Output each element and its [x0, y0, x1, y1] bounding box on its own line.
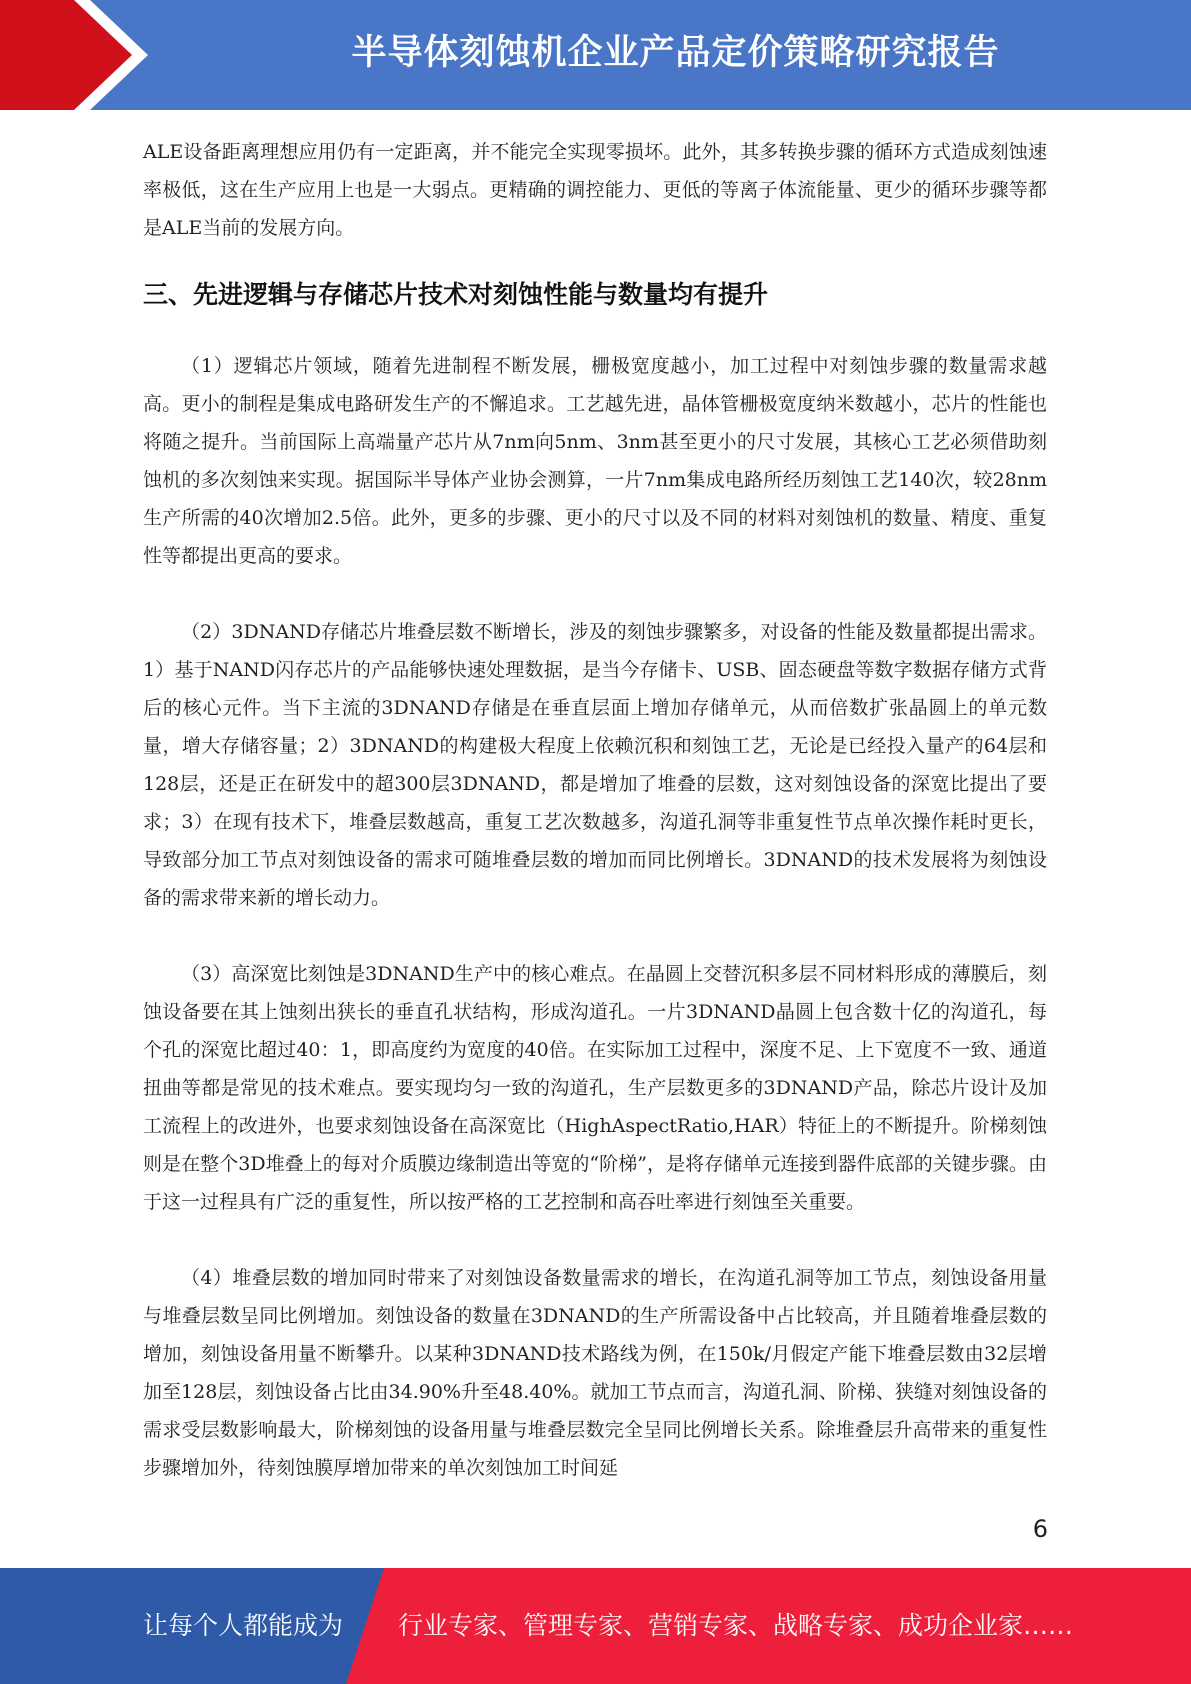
footer-slogan-right: 行业专家、管理专家、营销专家、战略专家、成功企业家…… — [398, 1611, 1074, 1640]
paragraph-spacer — [143, 917, 1047, 955]
header-red-arrow — [0, 0, 132, 110]
paragraph-spacer — [143, 575, 1047, 613]
report-title: 半导体刻蚀机企业产品定价策略研究报告 — [351, 33, 1000, 73]
page-header — [0, 0, 1191, 110]
page-body — [143, 133, 1047, 1487]
paragraph-4: （4）堆叠层数的增加同时带来了对刻蚀设备数量需求的增长，在沟道孔洞等加工节点，刻蚀设备用量与堆叠层数呈同比例增加。刻蚀设备的数量在3DNAND的生产所需设备中占比较高，并且随着堆叠层数的增加，刻蚀设备用量不断攀升。以某种3DNAND技术路线为例，在150k/月假定产能下堆叠层数由32层增加至128层，刻蚀设备占比由34.90%升至48.40%。就加工节点而言，沟道孔洞、阶梯、狭缝对刻蚀设备的需求受层数影响最大，阶梯刻蚀的设备用量与堆叠层数完全呈同比例增长关系。除堆叠层升高带来的重复性步骤增加外，待刻蚀膜厚增加带来的单次刻蚀加工时间延 — [143, 1267, 1047, 1479]
intro-paragraph: ALE设备距离理想应用仍有一定距离，并不能完全实现零损坏。此外，其多转换步骤的循环方式造成刻蚀速率极低，这在生产应用上也是一大弱点。更精确的调控能力、更低的等离子体流能量、更少的循环步骤等都是ALE当前的发展方向。 — [143, 141, 1047, 239]
section-heading: 三、先进逻辑与存储芯片技术对刻蚀性能与数量均有提升 — [143, 280, 769, 309]
page-number: 6 — [1032, 1515, 1048, 1543]
footer-slogan-left: 让每个人都能成为 — [143, 1611, 344, 1640]
paragraph-spacer — [143, 1221, 1047, 1259]
paragraph-3: （3）高深宽比刻蚀是3DNAND生产中的核心难点。在晶圆上交替沉积多层不同材料形成的薄膜后，刻蚀设备要在其上蚀刻出狭长的垂直孔状结构，形成沟道孔。一片3DNAND晶圆上包含数十亿的沟道孔，每个孔的深宽比超过40：1，即高度约为宽度的40倍。在实际加工过程中，深度不足、上下宽度不一致、通道扭曲等都是常见的技术难点。要实现均匀一致的沟道孔，生产层数更多的3DNAND产品，除芯片设计及加工流程上的改进外，也要求刻蚀设备在高深宽比（HighAspectRatio,HAR）特征上的不断提升。阶梯刻蚀则是在整个3D堆叠上的每对介质膜边缘制造出等宽的“阶梯”，是将存储单元连接到器件底部的关键步骤。由于这一过程具有广泛的重复性，所以按严格的工艺控制和高吞吐率进行刻蚀至关重要。 — [143, 963, 1047, 1213]
paragraph-1: （1）逻辑芯片领域，随着先进制程不断发展，栅极宽度越小，加工过程中对刻蚀步骤的数量需求越高。更小的制程是集成电路研发生产的不懈追求。工艺越先进，晶体管栅极宽度纳米数越小，芯片的性能也将随之提升。当前国际上高端量产芯片从7nm向5nm、3nm甚至更小的尺寸发展，其核心工艺必须借助刻蚀机的多次刻蚀来实现。据国际半导体产业协会测算，一片7nm集成电路所经历刻蚀工艺140次，较28nm生产所需的40次增加2.5倍。此外，更多的步骤、更小的尺寸以及不同的材料对刻蚀机的数量、精度、重复性等都提出更高的要求。 — [143, 355, 1047, 567]
paragraph-2: （2）3DNAND存储芯片堆叠层数不断增长，涉及的刻蚀步骤繁多，对设备的性能及数量都提出需求。1）基于NAND闪存芯片的产品能够快速处理数据，是当今存储卡、USB、固态硬盘等数字数据存储方式背后的核心元件。当下主流的3DNAND存储是在垂直层面上增加存储单元，从而倍数扩张晶圆上的单元数量，增大存储容量；2）3DNAND的构建极大程度上依赖沉积和刻蚀工艺，无论是已经投入量产的64层和128层，还是正在研发中的超300层3DNAND，都是增加了堆叠的层数，这对刻蚀设备的深宽比提出了要求；3）在现有技术下，堆叠层数越高，重复工艺次数越多，沟道孔洞等非重复性节点单次操作耗时更长，导致部分加工节点对刻蚀设备的需求可随堆叠层数的增加而同比例增长。3DNAND的技术发展将为刻蚀设备的需求带来新的增长动力。 — [143, 621, 1047, 909]
page-footer — [0, 1568, 1191, 1684]
